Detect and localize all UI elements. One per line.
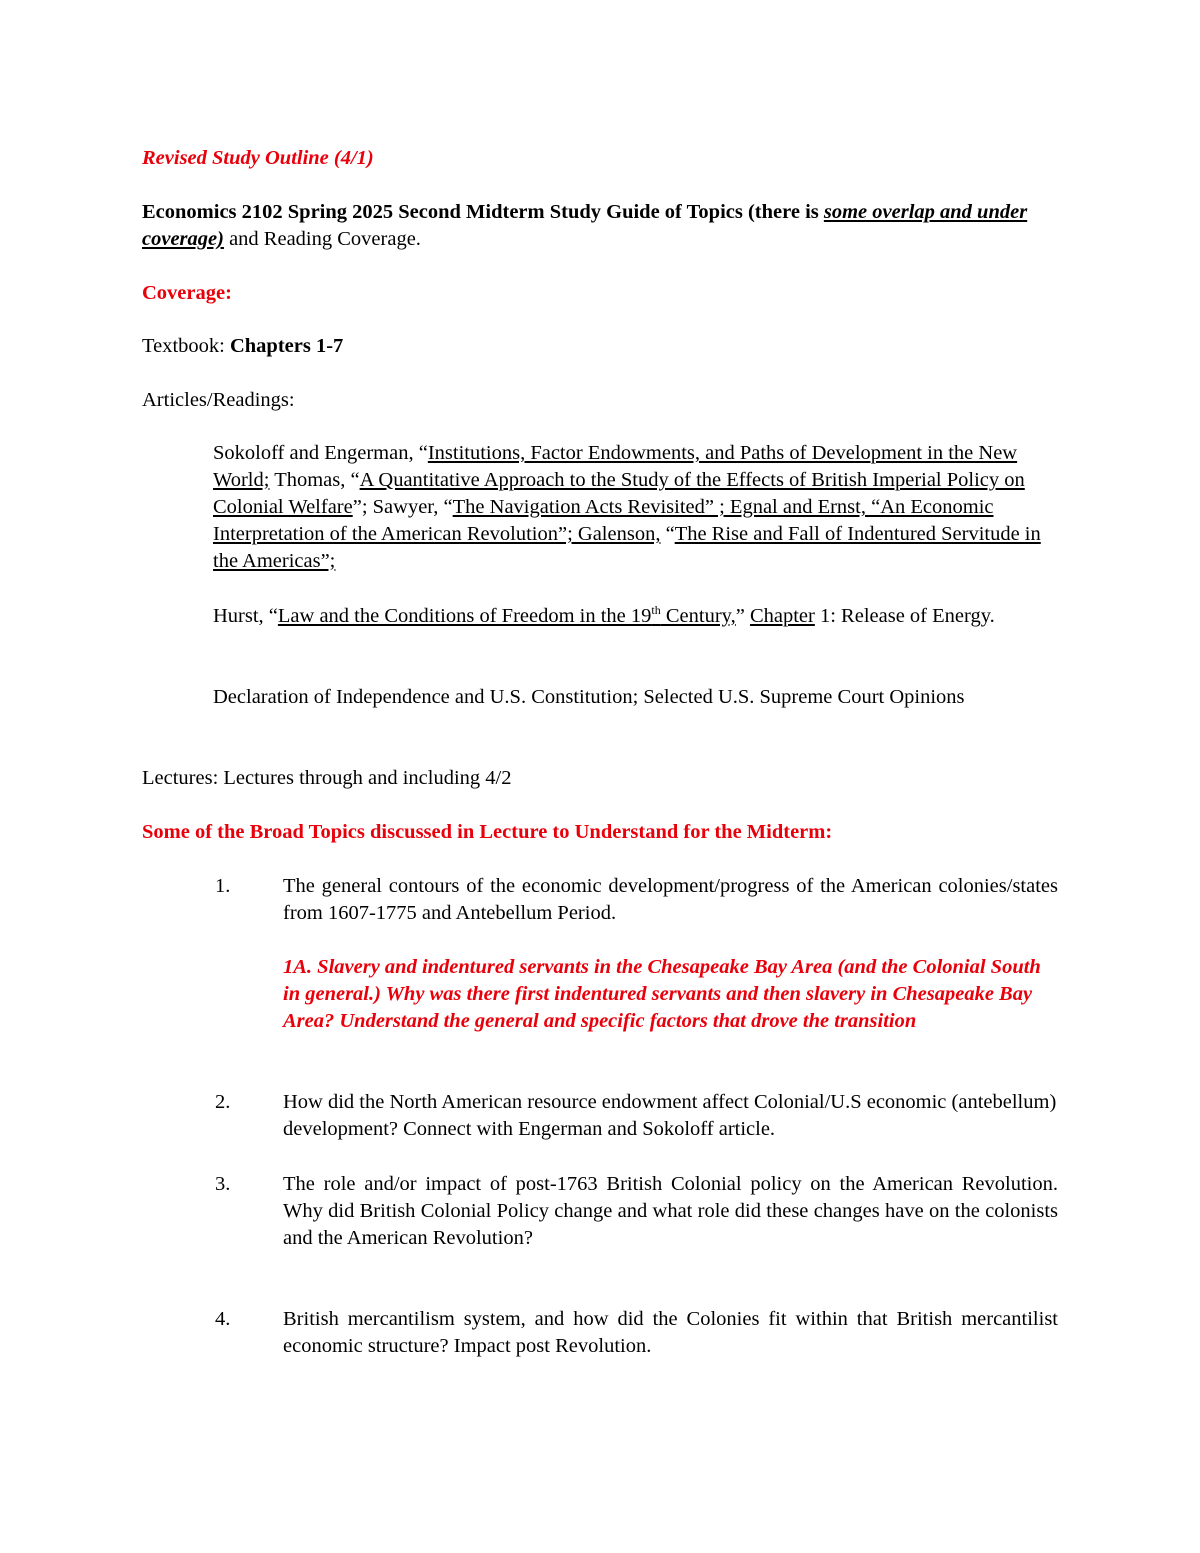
topic-item (0, 1171, 1200, 1255)
articles-label: Articles/Readings: (142, 389, 295, 411)
topic-number: 2. (215, 1091, 231, 1113)
topic-text: The role and/or impact of post-1763 British Colonial policy on the American Revolution. Why did British Colonial Policy change and what role did these changes have on the colonists and the American Revolution? (283, 1173, 1058, 1249)
title-overlap-note: some overlap and under coverage) (142, 201, 1028, 250)
topic-text-1a: 1A. Slavery and indentured servants in the Chesapeake Bay Area (and the Colonial South in general.) Why was there first indentured servants and then slavery in Chesapeake Bay Area? Understand the general and specific factors that drove the transition (283, 956, 1041, 1032)
reading-text: Thomas, “ (269, 469, 360, 491)
reading-hurst-title-end: Century, (660, 605, 736, 627)
reading-hurst-title-text: Law and the Conditions of Freedom in the 19 (277, 605, 652, 627)
topic-item (0, 1089, 1200, 1145)
document-title (142, 199, 1057, 253)
reading-text: ”; Sawyer, “ (352, 496, 453, 518)
textbook-line (142, 333, 343, 360)
reading-hurst-chapter: Chapter (749, 605, 815, 627)
topic-item (0, 1306, 1200, 1362)
topic-text: British mercantilism system, and how did the Colonies fit within that British mercantilist economic structure? Impact post Revolution. (283, 1308, 1058, 1357)
topic-number: 1. (215, 875, 231, 897)
topic-number: 4. (215, 1308, 231, 1330)
reading-declaration: Declaration of Independence and U.S. Constitution; Selected U.S. Supreme Court Opinions (213, 686, 965, 708)
topic-item (0, 873, 1200, 929)
coverage-heading: Coverage: (142, 282, 232, 304)
topic-number: 3. (215, 1173, 231, 1195)
reading-sawyer-egnal-ernst: The Navigation Acts Revisited” ; Egnal and Ernst, “An Economic Interpretation of the American Revolution”; Galenson, (213, 496, 994, 545)
reading-galenson: The Rise and Fall of Indentured Servitude in the Americas”; (213, 523, 1041, 572)
reading-text: 1: Release of Energy. (814, 605, 995, 627)
reading-text: ” (735, 605, 750, 627)
title-tail: and Reading Coverage. (223, 228, 421, 250)
reading-text: “ (660, 523, 675, 545)
reading-sokoloff-engerman: Institutions, Factor Endowments, and Paths of Development in the New World; (213, 442, 1018, 491)
reading-text: Sokoloff and Engerman, “ (213, 442, 428, 464)
reading-text: Hurst, “ (213, 605, 278, 627)
title-bold: Economics 2102 Spring 2025 Second Midterm Study Guide of Topics (there is (142, 201, 824, 223)
reading-hurst-title (278, 605, 736, 627)
textbook-chapters: Chapters 1-7 (229, 335, 344, 357)
revised-note: Revised Study Outline (4/1) (142, 147, 374, 169)
lectures-line: Lectures: Lectures through and including 4/2 (142, 767, 512, 789)
textbook-label: Textbook: (142, 335, 230, 357)
reading-thomas: A Quantitative Approach to the Study of the Effects of British Imperial Policy on Colonial Welfare (213, 469, 1025, 518)
topic-subitem (0, 954, 1200, 1064)
reading-hurst (213, 603, 1063, 630)
superscript-th: th (651, 603, 661, 618)
topic-text: How did the North American resource endowment affect Colonial/U.S economic (antebellum) development? Connect with Engerman and Sokoloff article. (283, 1091, 1057, 1140)
topics-heading: Some of the Broad Topics discussed in Lecture to Understand for the Midterm: (142, 821, 833, 843)
topic-text: The general contours of the economic development/progress of the American colonies/states from 1607-1775 and Antebellum Period. (283, 875, 1058, 924)
readings-list (213, 440, 1063, 575)
